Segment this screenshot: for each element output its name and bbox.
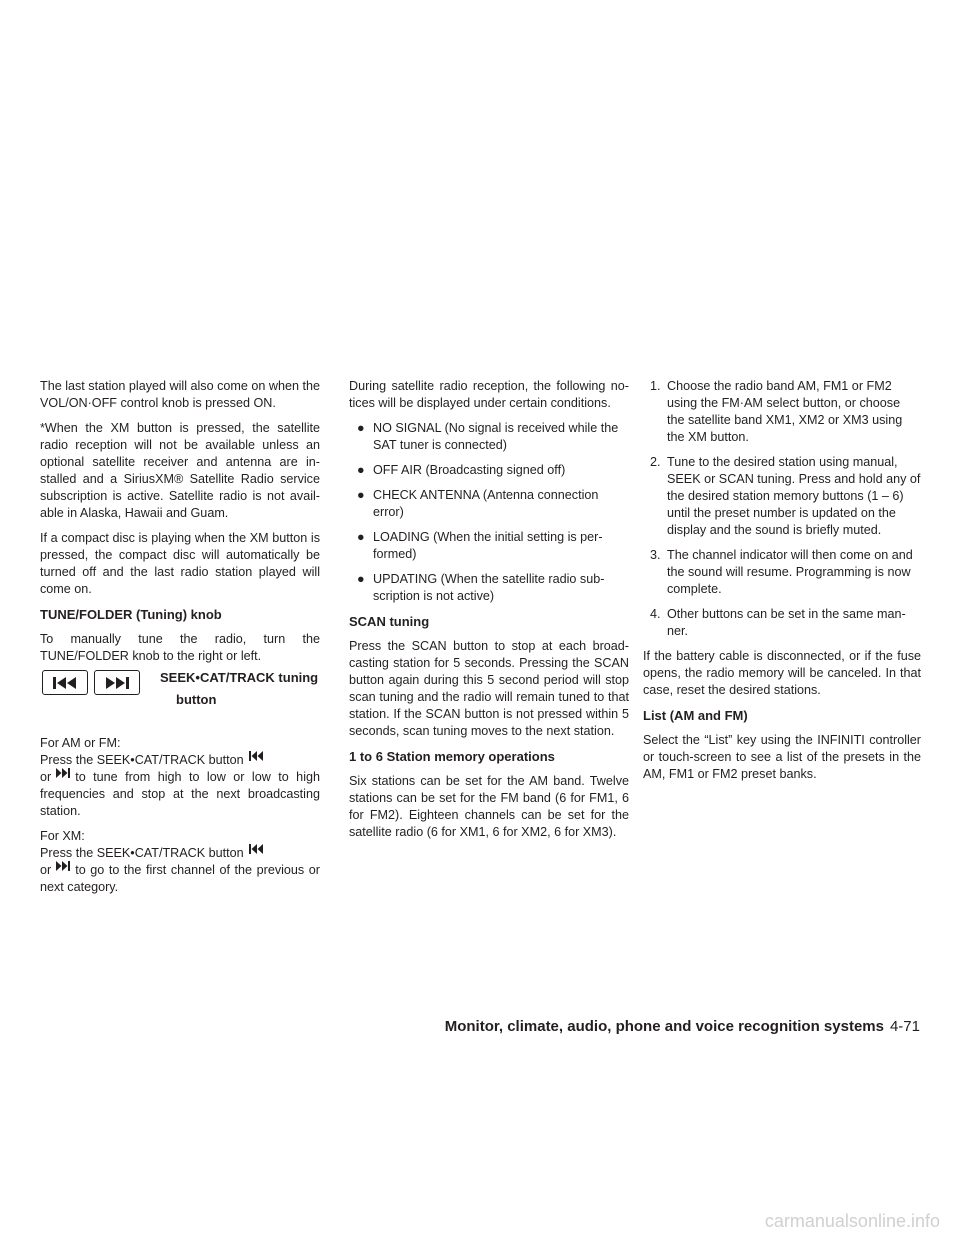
list-item: ● UPDATING (When the satellite radio sub-scription is not active) <box>357 572 605 603</box>
press-text: Press the SEEK•CAT/TRACK button <box>40 753 244 767</box>
section-title: Monitor, climate, audio, phone and voice recognition systems <box>444 1018 884 1035</box>
paragraph: Select the “List” key using the INFINITI controller or touch-screen to see a list of the presets in the AM, FM1 or FM2 preset banks. <box>643 733 921 781</box>
memory-steps-list <box>643 378 921 640</box>
list-item: ● CHECK ANTENNA (Antenna connection error) <box>357 488 599 519</box>
subheading-xm: For XM: <box>40 829 85 843</box>
list-item: 2. Tune to the desired station using manual, SEEK or SCAN tuning. Press and hold any of the desired station memory buttons (1 – 6) until the preset number is updated on the display and the sound is briefly muted. <box>650 455 921 537</box>
bullet-icon: ● <box>357 421 365 435</box>
press-seek-line <box>40 845 320 862</box>
heading-list: List (AM and FM) <box>643 708 748 723</box>
notice-list <box>349 420 629 605</box>
seek-back-icon <box>51 676 79 690</box>
seek-forward-icon <box>103 676 131 690</box>
paragraph: If the battery cable is disconnected, or if the fuse opens, the radio memory will be canceled. In that case, reset the desired stations. <box>643 649 921 697</box>
bullet-icon: ● <box>357 463 365 477</box>
paragraph: If a compact disc is playing when the XM button is pressed, the compact disc will automatically be turned off and the last radio station played will come on. <box>40 531 320 596</box>
left-column <box>40 378 320 904</box>
watermark: carmanualsonline.info <box>764 1211 940 1231</box>
caption-line-1: SEEK•CAT/TRACK tuning <box>160 670 319 685</box>
list-item: 3. The channel indicator will then come on and the sound will resume. Programming is now complete. <box>650 548 913 596</box>
paragraph: To manually tune the radio, turn the TUNE/FOLDER knob to the right or left. <box>40 632 320 663</box>
list-item: ● OFF AIR (Broadcasting signed off) <box>357 463 566 477</box>
or-text: or <box>40 863 52 877</box>
category-text: to go to the first channel of the previous or next category. <box>40 863 320 894</box>
heading-tune-folder: TUNE/FOLDER (Tuning) knob <box>40 607 222 622</box>
paragraph: During satellite radio reception, the following no-tices will be displayed under certain conditions. <box>349 379 629 410</box>
press-text: Press the SEEK•CAT/TRACK button <box>40 846 244 860</box>
seek-forward-icon <box>55 860 71 872</box>
bullet-icon: ● <box>357 488 365 502</box>
category-description <box>40 862 320 896</box>
list-item: ● LOADING (When the initial setting is per-formed) <box>357 530 603 561</box>
list-item: 1. Choose the radio band AM, FM1 or FM2 using the FM·AM select button, or choose the satellite band XM1, XM2 or XM3 using the XM button. <box>650 379 903 444</box>
seek-button-caption <box>160 667 330 711</box>
seek-back-button-graphic <box>42 670 88 695</box>
or-text: or <box>40 770 52 784</box>
paragraph: *When the XM button is pressed, the satellite radio reception will not be available unless an optional satellite receiver and antenna are in-stalled and a SiriusXM® Satellite Radio service subscription is active. Satellite radio is not avail-able in Alaska, Hawaii and Guam. <box>40 421 320 520</box>
page-number: 4-71 <box>889 1018 920 1035</box>
seek-forward-button-graphic <box>94 670 140 695</box>
caption-line-2: button <box>176 692 217 707</box>
subheading-am-fm: For AM or FM: <box>40 736 121 750</box>
page-footer <box>445 1018 920 1035</box>
paragraph: Press the SCAN button to stop at each broad-casting station for 5 seconds. Pressing the SCAN button again during this 5 second period will stop scan tuning and the radio will remain tuned to that station. If the SCAN button is not pressed within 5 seconds, scan tuning moves to the next station. <box>349 639 629 738</box>
press-seek-line <box>40 752 320 769</box>
heading-station-memory: 1 to 6 Station memory operations <box>349 749 555 764</box>
middle-column <box>349 378 629 849</box>
seek-button-figure <box>40 667 320 727</box>
tune-description <box>40 769 320 820</box>
seek-back-icon <box>248 843 264 855</box>
paragraph: Six stations can be set for the AM band. Twelve stations can be set for the FM band (6 for FM1, 6 for FM2). Eighteen channels can be set for the satellite radio (6 for XM1, 6 for XM2, 6 for XM3). <box>349 774 629 839</box>
seek-forward-icon <box>55 767 71 779</box>
bullet-icon: ● <box>357 530 365 544</box>
tune-text: to tune from high to low or low to high frequencies and stop at the next broadcasting station. <box>40 770 320 818</box>
list-item: 4. Other buttons can be set in the same man-ner. <box>650 607 906 638</box>
right-column <box>643 378 921 791</box>
bullet-icon: ● <box>357 572 365 586</box>
heading-scan-tuning: SCAN tuning <box>349 614 430 629</box>
seek-back-icon <box>248 750 264 762</box>
paragraph: The last station played will also come on when the VOL/ON·OFF control knob is pressed ON. <box>40 379 321 410</box>
list-item: ● NO SIGNAL (No signal is received while the SAT tuner is connected) <box>357 421 619 452</box>
